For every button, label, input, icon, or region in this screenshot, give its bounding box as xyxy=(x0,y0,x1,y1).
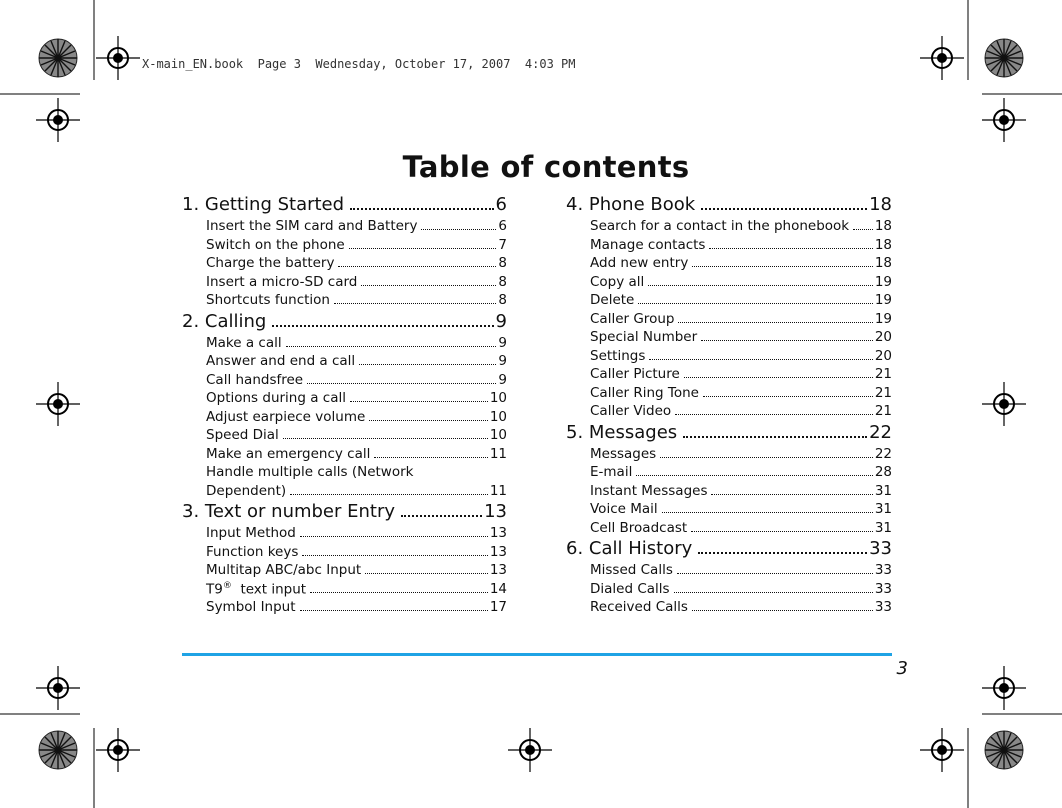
toc-entry[interactable]: Function keys 13 xyxy=(206,543,507,560)
toc-section[interactable]: 6. Call History 33 xyxy=(566,538,892,559)
toc-entry[interactable]: Caller Group 19 xyxy=(590,310,892,327)
toc-entry[interactable]: Speed Dial 10 xyxy=(206,427,507,443)
toc-entry[interactable]: Insert the SIM card and Battery 6 xyxy=(206,218,507,234)
toc-entry[interactable]: Delete 19 xyxy=(590,292,892,308)
toc-entry[interactable]: Special Number 20 xyxy=(590,329,892,345)
toc-entry[interactable]: Caller Ring Tone 21 xyxy=(590,384,892,401)
page-number: 3 xyxy=(896,658,908,679)
toc-entry[interactable]: Symbol Input 17 xyxy=(206,599,507,615)
toc-entry[interactable]: Call handsfree 9 xyxy=(206,371,507,388)
toc-entry[interactable]: Voice Mail 31 xyxy=(590,501,892,517)
footer-rule xyxy=(182,653,892,656)
toc-entry[interactable]: Missed Calls 33 xyxy=(590,562,892,578)
toc-entry[interactable]: Adjust earpiece volume 10 xyxy=(206,408,507,425)
toc-entry[interactable]: Insert a micro-SD card 8 xyxy=(206,273,507,290)
toc-entry[interactable]: Received Calls 33 xyxy=(590,599,892,615)
toc-entry[interactable]: Search for a contact in the phonebook 18 xyxy=(590,218,892,234)
toc-entry[interactable]: Shortcuts function 8 xyxy=(206,292,507,308)
toc-section[interactable]: 3. Text or number Entry 13 xyxy=(182,501,507,522)
print-header: X-main_EN.book Page 3 Wednesday, October 17, 2007 4:03 PM xyxy=(142,57,576,71)
toc-entry[interactable]: Add new entry 18 xyxy=(590,255,892,271)
toc-entry[interactable]: Input Method 13 xyxy=(206,525,507,541)
toc-section[interactable]: 4. Phone Book 18 xyxy=(566,194,892,215)
toc-entry[interactable]: Messages 22 xyxy=(590,445,892,462)
toc-entry[interactable]: Make a call 9 xyxy=(206,334,507,351)
page-title: Table of contents xyxy=(402,150,690,184)
toc-left-column xyxy=(182,194,507,618)
toc-section[interactable]: 5. Messages 22 xyxy=(566,421,892,443)
toc-entry[interactable]: Settings 20 xyxy=(590,347,892,364)
toc-section[interactable]: 1. Getting Started 6 xyxy=(182,194,507,215)
toc-entry[interactable]: Instant Messages 31 xyxy=(590,482,892,499)
toc-entry[interactable]: E-mail 28 xyxy=(590,464,892,480)
toc-entry[interactable]: Manage contacts 18 xyxy=(590,236,892,253)
toc-entry[interactable]: Charge the battery 8 xyxy=(206,255,507,271)
toc-entry[interactable]: Dialed Calls 33 xyxy=(590,580,892,597)
toc-entry[interactable]: Multitap ABC/abc Input 13 xyxy=(206,562,507,578)
toc-entry[interactable]: Answer and end a call 9 xyxy=(206,353,507,369)
toc-entry[interactable]: Caller Picture 21 xyxy=(590,366,892,382)
toc-entry[interactable]: Make an emergency call 11 xyxy=(206,445,507,462)
toc-entry[interactable]: Handle multiple calls (Network Dependent) 11 xyxy=(206,464,507,499)
toc-entry[interactable]: Options during a call 10 xyxy=(206,390,507,406)
toc-right-column xyxy=(566,194,892,618)
toc-section[interactable]: 2. Calling 9 xyxy=(182,310,507,332)
toc-entry[interactable]: Copy all 19 xyxy=(590,273,892,290)
toc-entry[interactable]: Cell Broadcast 31 xyxy=(590,519,892,536)
toc-entry[interactable]: T9® text input 14 xyxy=(206,580,507,597)
toc-entry[interactable]: Switch on the phone 7 xyxy=(206,236,507,253)
toc-entry[interactable]: Caller Video 21 xyxy=(590,403,892,419)
